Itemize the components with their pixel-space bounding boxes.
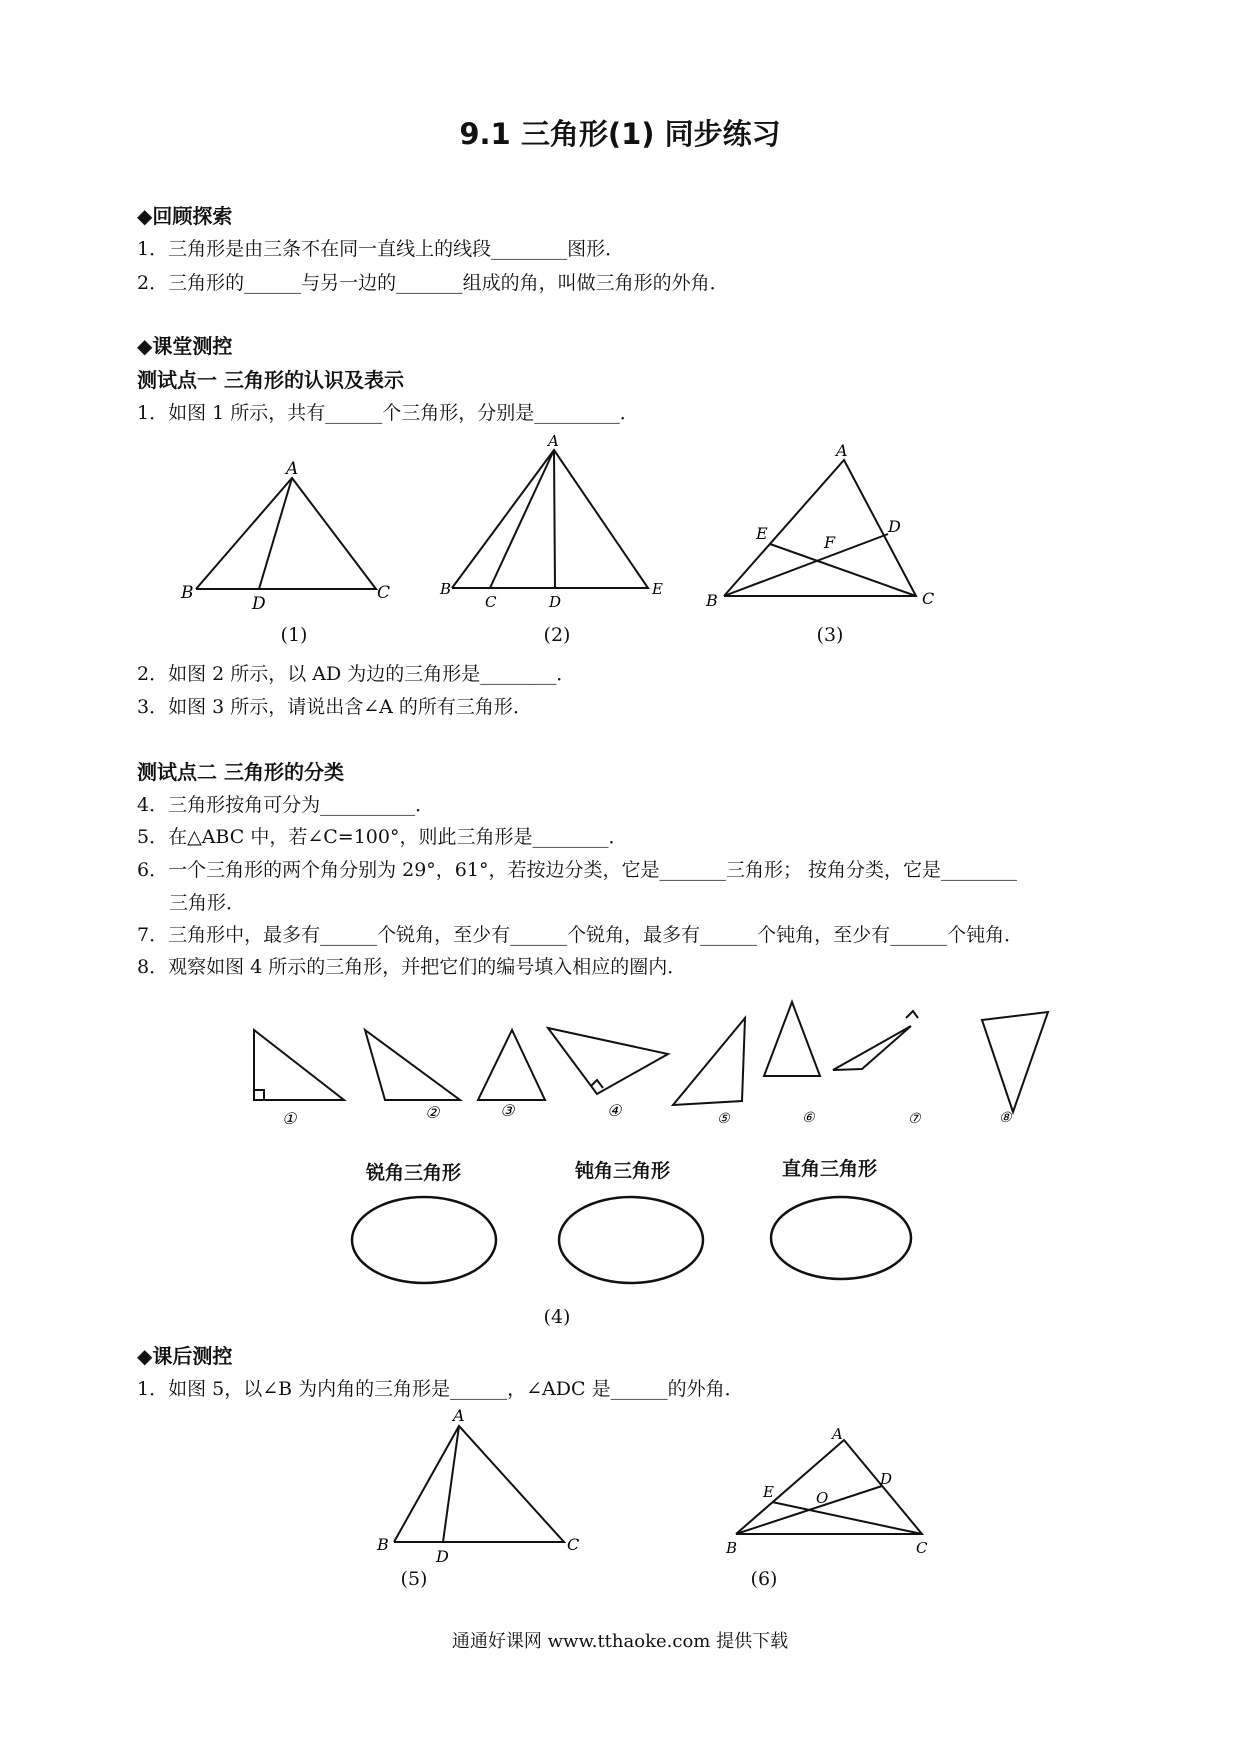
review-question-1: 1．三角形是由三条不在同一直线上的线段________图形． bbox=[137, 238, 625, 260]
shape-number-2: ② bbox=[425, 1103, 440, 1122]
figure-3 bbox=[700, 436, 940, 616]
label-b: B bbox=[726, 1539, 738, 1557]
shape-number-3: ③ bbox=[500, 1101, 515, 1120]
test-point-1-heading: 测试点一 三角形的认识及表示 bbox=[137, 368, 404, 392]
class-question-6-line-2: 三角形． bbox=[169, 892, 246, 914]
label-b: B bbox=[706, 591, 718, 610]
review-question-2: 2．三角形的______与另一边的_______组成的角，叫做三角形的外角． bbox=[137, 272, 729, 294]
label-d: D bbox=[436, 1547, 449, 1566]
label-a: A bbox=[286, 459, 299, 479]
label-d: D bbox=[549, 593, 562, 611]
label-e: E bbox=[763, 1483, 774, 1501]
label-d: D bbox=[880, 1470, 893, 1488]
label-d: D bbox=[252, 594, 266, 612]
label-e: E bbox=[756, 524, 768, 543]
label-b: B bbox=[181, 583, 194, 603]
label-c: C bbox=[916, 1539, 928, 1557]
label-a: A bbox=[453, 1406, 465, 1425]
shape-number-5: ⑤ bbox=[717, 1111, 730, 1127]
oval-label-acute: 锐角三角形 bbox=[366, 1162, 462, 1184]
figure-6-caption: (6) bbox=[750, 1568, 778, 1590]
section-class-heading: ◆课堂测控 bbox=[137, 334, 233, 358]
figure-4-caption: (4) bbox=[543, 1306, 571, 1328]
figure-1-caption: (1) bbox=[280, 624, 308, 646]
after-question-1: 1．如图 5，以∠B 为内角的三角形是______，∠ADC 是______的外角． bbox=[137, 1378, 744, 1400]
figure-1 bbox=[178, 452, 398, 612]
label-e: E bbox=[652, 580, 663, 598]
class-question-7: 7．三角形中，最多有______个锐角，至少有______个锐角，最多有______个钝角，至少有______个钝角． bbox=[137, 924, 1024, 946]
footer: 通通好课网 www.tthaoke.com 提供下载 bbox=[451, 1631, 789, 1652]
figure-5-caption: (5) bbox=[400, 1568, 428, 1590]
label-b: B bbox=[440, 580, 452, 598]
label-f: F bbox=[824, 533, 836, 552]
shape-number-1: ① bbox=[282, 1109, 297, 1128]
class-question-4: 4．三角形按角可分为__________． bbox=[137, 794, 435, 816]
shape-number-4: ④ bbox=[607, 1101, 622, 1120]
shape-number-7: ⑦ bbox=[908, 1111, 921, 1127]
figure-6 bbox=[716, 1420, 936, 1560]
label-c: C bbox=[377, 583, 391, 603]
oval-label-right: 直角三角形 bbox=[782, 1158, 878, 1180]
label-b: B bbox=[377, 1535, 389, 1554]
oval-right[interactable] bbox=[771, 1197, 911, 1279]
shape-number-8: ⑧ bbox=[999, 1110, 1012, 1126]
label-o: O bbox=[816, 1489, 829, 1507]
test-point-2-heading: 测试点二 三角形的分类 bbox=[137, 760, 344, 784]
label-c: C bbox=[485, 593, 497, 611]
class-question-6-line-1: 6．一个三角形的两个角分别为 29°，61°，若按边分类，它是_______三角形； 按角分类，它是________ bbox=[137, 859, 1018, 881]
label-a: A bbox=[832, 1425, 843, 1443]
oval-acute[interactable] bbox=[352, 1197, 496, 1283]
figure-4-ovals bbox=[340, 1190, 920, 1290]
class-question-5: 5．在△ABC 中，若∠C=100°，则此三角形是________． bbox=[137, 826, 628, 848]
class-question-8: 8．观察如图 4 所示的三角形，并把它们的编号填入相应的圈内． bbox=[137, 956, 687, 978]
shape-number-6: ⑥ bbox=[802, 1110, 815, 1126]
figure-2 bbox=[430, 432, 670, 612]
page-title: 9.1 三角形(1) 同步练习 bbox=[459, 117, 781, 151]
label-d: D bbox=[888, 517, 901, 536]
oval-label-obtuse: 钝角三角形 bbox=[575, 1160, 671, 1182]
label-a: A bbox=[836, 441, 848, 460]
class-question-1: 1．如图 1 所示，共有______个三角形，分别是_________． bbox=[137, 402, 639, 424]
class-question-3: 3．如图 3 所示，请说出含∠A 的所有三角形． bbox=[137, 696, 532, 718]
figure-2-caption: (2) bbox=[543, 624, 571, 646]
section-after-heading: ◆课后测控 bbox=[137, 1344, 233, 1368]
class-question-2: 2．如图 2 所示，以 AD 为边的三角形是________． bbox=[137, 663, 576, 685]
figure-5 bbox=[374, 1402, 594, 1572]
label-c: C bbox=[567, 1535, 580, 1554]
label-c: C bbox=[922, 589, 935, 608]
figure-4-triangles bbox=[240, 990, 1060, 1130]
label-a: A bbox=[548, 432, 559, 450]
section-review-heading: ◆回顾探索 bbox=[137, 204, 233, 228]
figure-3-caption: (3) bbox=[816, 624, 844, 646]
oval-obtuse[interactable] bbox=[559, 1197, 703, 1283]
